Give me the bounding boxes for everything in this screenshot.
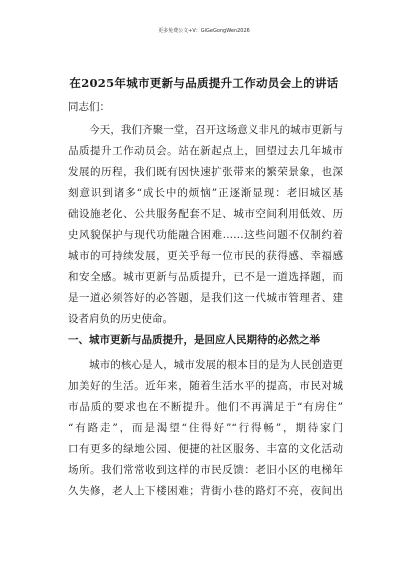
text-line: 是一道必须答好的必答题，是我们这一代城市管理者、建 <box>68 292 343 304</box>
text-line: 今天，我们齐聚一堂，召开这场意义非凡的城市更新与 <box>68 124 343 136</box>
text-line: 城市的核心是人，城市发展的根本目的是为人民创造更 <box>68 359 343 371</box>
text-line: 城市的可持续发展，更关乎每一位市民的获得感、幸福感 <box>68 250 343 262</box>
salutation: 同志们： <box>68 101 110 113</box>
text-line: 础设施老化、公共服务配套不足、城市空间利用低效、历 <box>68 208 343 220</box>
text-line: 史风貌保护与现代功能融合困难……这些问题不仅制约着 <box>68 229 343 241</box>
text-line: 品质提升工作动员会。站在新起点上，回望过去几年城市 <box>68 145 343 157</box>
text-line: 刻意识到诸多“成长中的烦恼”正逐渐显现：老旧城区基 <box>68 187 343 199</box>
text-line: 久失修，老人上下楼困难；背街小巷的路灯不亮，夜间出 <box>68 485 343 497</box>
document-title: 在2025年城市更新与品质提升工作动员会上的讲话 <box>69 76 339 90</box>
text-line: 口有更多的绿地公园、便捷的社区服务、丰富的文化活动 <box>68 443 343 455</box>
text-line: 加美好的生活。近年来，随着生活水平的提高，市民对城 <box>68 380 343 392</box>
section-heading-1: 一、城市更新与品质提升，是回应人民期待的必然之举 <box>68 334 320 346</box>
text-line: “有路走”，而是渴望“住得好”“行得畅”，期待家门 <box>68 422 343 434</box>
text-line: 场所。我们常常收到这样的市民反馈：老旧小区的电梯年 <box>68 464 343 476</box>
paragraph-1 <box>68 120 343 330</box>
text-line: 发展的历程，我们既有因快速扩张带来的繁荣景象，也深 <box>68 166 343 178</box>
text-line: 和安全感。城市更新与品质提升，已不是一道选择题，而 <box>68 271 343 283</box>
text-line: 设者肩负的历史使命。 <box>68 313 173 325</box>
text-line: 市品质的要求也在不断提升。他们不再满足于“有房住” <box>68 401 343 413</box>
paragraph-2 <box>68 355 343 502</box>
header-note: 更多免费公文+V：GiGeGongWen2026 <box>158 28 250 34</box>
